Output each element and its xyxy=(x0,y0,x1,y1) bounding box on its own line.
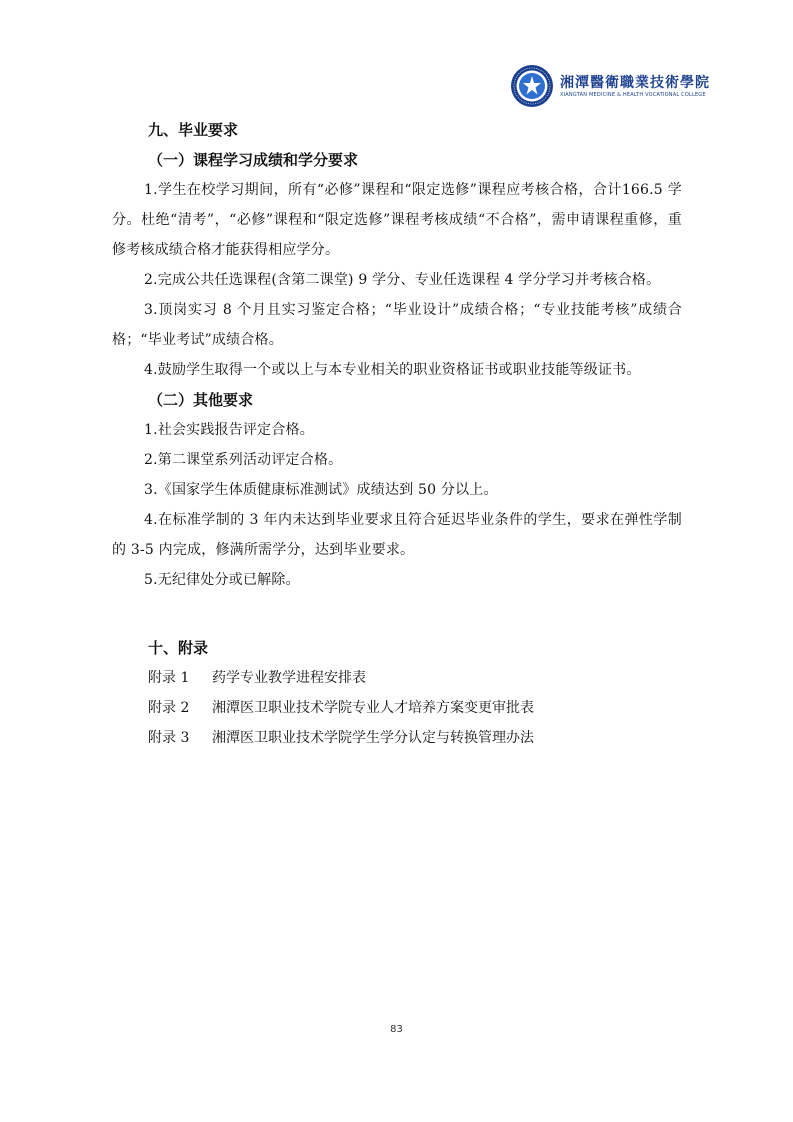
appendix-label: 附录 1 xyxy=(148,670,190,686)
college-name-en: XIANGTAN MEDICINE & HEALTH VOCATIONAL COLLEGE xyxy=(560,92,706,98)
requirement-item: 2.完成公共任选课程(含第二课堂) 9 学分、专业任选课程 4 学分学习并考核合格。 xyxy=(144,272,661,288)
college-seal-icon xyxy=(510,64,554,108)
other-requirement-item: 2.第二课堂系列活动评定合格。 xyxy=(144,452,343,468)
other-requirement-item: 3.《国家学生体质健康标准测试》成绩达到 50 分以上。 xyxy=(144,482,498,498)
appendix-label: 附录 3 xyxy=(148,730,190,746)
section-10-title: 十、附录 xyxy=(148,639,209,657)
appendix-text: 湘潭医卫职业技术学院学生学分认定与转换管理办法 xyxy=(212,730,534,746)
appendix-text: 药学专业教学进程安排表 xyxy=(212,670,366,686)
requirement-item: 1.学生在校学习期间，所有“必修”课程和“限定选修”课程应考核合格，合计166.5 学分。杜绝“清考”，“必修”课程和“限定选修”课程考核成绩“不合格”，需申请课程重修，重修考核成绩合格才能获得相应学分。 xyxy=(112,182,682,258)
appendix-text: 湘潭医卫职业技术学院专业人才培养方案变更审批表 xyxy=(212,700,534,716)
appendix-item xyxy=(148,723,682,753)
other-requirement-item: 1.社会实践报告评定合格。 xyxy=(144,422,314,438)
subsection-2-title: （二）其他要求 xyxy=(148,391,254,409)
appendix-item xyxy=(148,663,682,693)
appendix-item xyxy=(148,693,682,723)
section-9-title: 九、毕业要求 xyxy=(148,121,239,139)
other-requirement-item: 5.无纪律处分或已解除。 xyxy=(144,572,300,588)
college-name-cn: 湘潭醫衛職業技術學院 xyxy=(560,75,710,91)
requirement-item: 4.鼓励学生取得一个或以上与本专业相关的职业资格证书或职业技能等级证书。 xyxy=(144,362,641,378)
appendix-label: 附录 2 xyxy=(148,700,190,716)
page-number: 83 xyxy=(390,1024,403,1035)
requirement-item: 3.顶岗实习 8 个月且实习鉴定合格；“毕业设计”成绩合格；“专业技能考核”成绩合格；“毕业考试”成绩合格。 xyxy=(112,302,682,348)
college-logo xyxy=(510,62,710,110)
subsection-1-title: （一）课程学习成绩和学分要求 xyxy=(148,151,359,169)
other-requirement-item: 4.在标准学制的 3 年内未达到毕业要求且符合延迟毕业条件的学生，要求在弹性学制的 3-5 内完成，修满所需学分，达到毕业要求。 xyxy=(112,512,682,558)
document-body xyxy=(112,115,682,753)
